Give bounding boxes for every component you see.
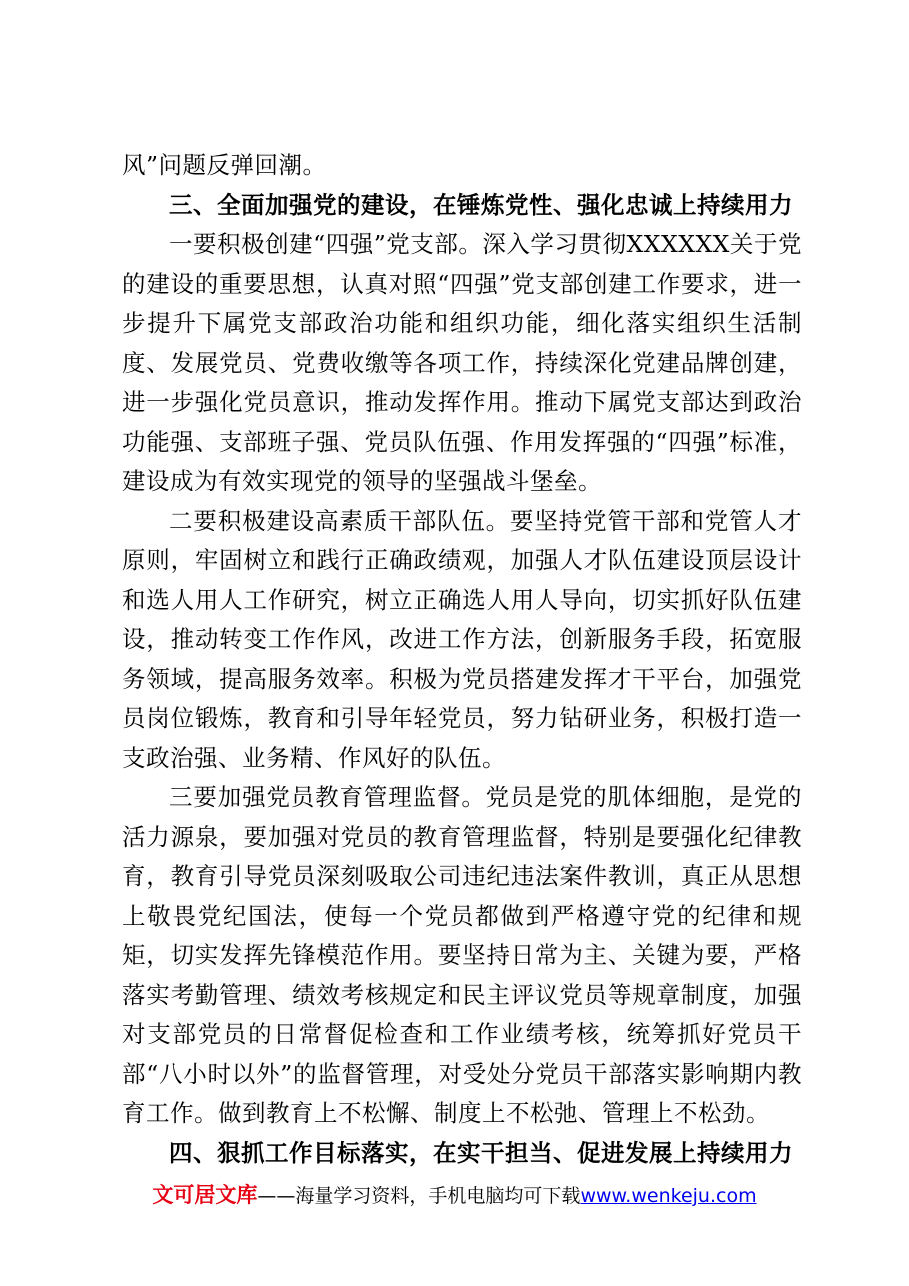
paragraph-cadre-team: 二要积极建设高素质干部队伍。要坚持党管干部和党管人才原则，牢固树立和践行正确政绩观，加强人才队伍建设顶层设计和选人用人工作研究，树立正确选人用人导向，切实抓好队伍建设，推动转变工作作风，改进工作方法，创新服务手段，拓宽服务领域，提高服务效率。积极为党员搭建发挥才干平台，加强党员岗位锻炼，教育和引导年轻党员，努力钻研业务，积极打造一支政治强、业务精、作风好的队伍。 (122, 506, 802, 772)
footer-banner (0, 1180, 909, 1211)
section-heading-4: 四、狠抓工作目标落实，在实干担当、促进发展上持续用力 (169, 1138, 793, 1167)
section-heading-3: 三、全面加强党的建设，在锤炼党性、强化忠诚上持续用力 (169, 190, 793, 219)
footer-link[interactable]: www.wenkeju.com (580, 1185, 757, 1207)
document-body (122, 146, 802, 1173)
continuation-text: 风”问题反弹回潮。 (122, 151, 327, 179)
paragraph-party-branch: 一要积极创建“四强”党支部。深入学习贯彻XXXXXX关于党的建设的重要思想，认真对照“四强”党支部创建工作要求，进一步提升下属党支部政治功能和组织功能，细化落实组织生活制度、发展党员、党费收缴等各项工作，持续深化党建品牌创建，进一步强化党员意识，推动发挥作用。推动下属党支部达到政治功能强、支部班子强、党员队伍强、作用发挥强的“四强”标准，建设成为有效实现党的领导的坚强战斗堡垒。 (122, 230, 802, 495)
paragraph-member-supervision: 三要加强党员教育管理监督。党员是党的肌体细胞，是党的活力源泉，要加强对党员的教育管理监督，特别是要强化纪律教育，教育引导党员深刻吸取公司违纪违法案件教训，真正从思想上敬畏党纪国法，使每一个党员都做到严格遵守党的纪律和规矩，切实发挥先锋模范作用。要坚持日常为主、关键为要，严格落实考勤管理、绩效考核规定和民主评议党员等规章制度，加强对支部党员的日常督促检查和工作业绩考核，统筹抓好党员干部“八小时以外”的监督管理，对受处分党员干部落实影响期内教育工作。做到教育上不松懈、制度上不松弛、管理上不松劲。 (122, 783, 802, 1127)
footer-brand: 文可居文库 (152, 1183, 258, 1207)
footer-slogan: ——海量学习资料，手机电脑均可下载 (257, 1185, 581, 1207)
